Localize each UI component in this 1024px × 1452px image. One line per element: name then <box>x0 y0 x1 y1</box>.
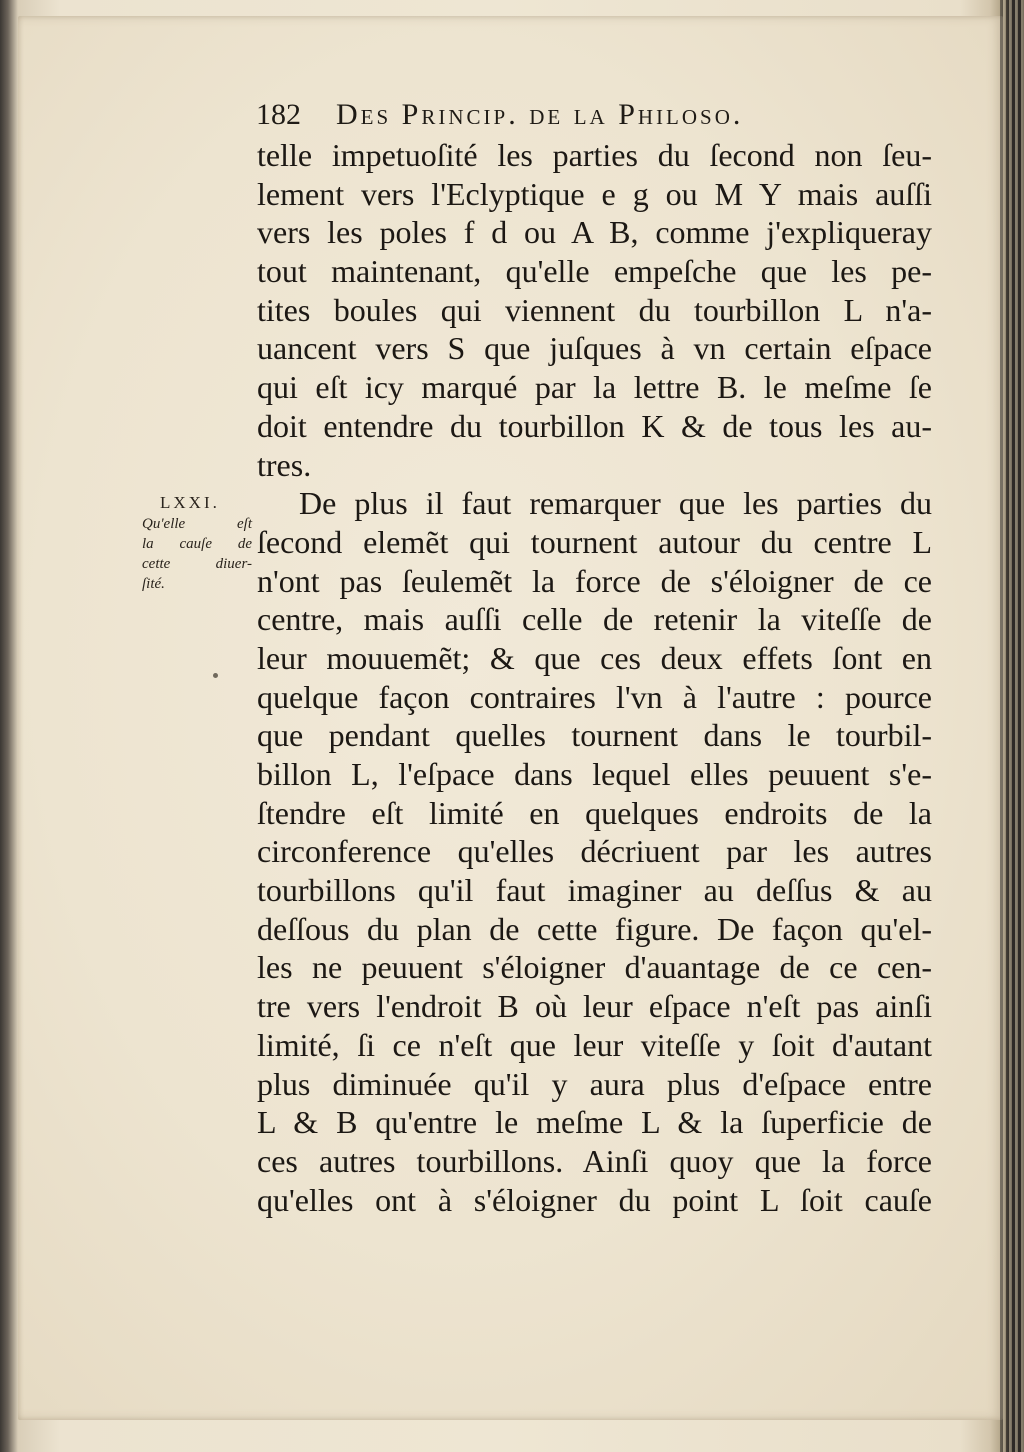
text-line: tout maintenant, qu'elle empeſche que les pe- <box>257 253 932 290</box>
text-line: qu'elles ont à s'éloigner du point L ſoit cauſe <box>257 1181 932 1218</box>
text-line: telle impetuoſité les parties du ſecond non ſeu- <box>257 137 932 173</box>
text-line: centre, mais auſſi celle de retenir la viteſſe de <box>257 601 932 638</box>
text-line: ces autres tourbillons. Ainſi quoy que la force <box>257 1142 932 1179</box>
ink-speck <box>213 673 218 678</box>
text-line: qui eſt icy marqué par la lettre B. le meſme ſe <box>257 369 932 406</box>
text-line: uancent vers S que juſques à vn certain eſpace <box>257 330 932 367</box>
text-line: leur mouuemẽt; & que ces deux effets ſont en <box>257 639 932 676</box>
margin-note-line: Qu'elle eſt <box>142 516 252 532</box>
text-line: que pendant quelles tournent dans le tourbil- <box>257 717 932 754</box>
text-line: deſſous du plan de cette figure. De façon qu'el- <box>257 910 932 947</box>
running-header <box>256 98 896 138</box>
text-line: vers les poles f d ou A B, comme j'expliqueray <box>257 214 932 251</box>
text-line: tourbillons qu'il faut imaginer au deſſus & au <box>257 872 932 909</box>
page-edges-stack <box>1000 0 1024 1452</box>
running-title: Des Princip. de la Philoso. <box>336 98 744 131</box>
margin-article-number: LXXI. <box>160 493 220 512</box>
text-line: quelque façon contraires l'vn à l'autre : pource <box>257 678 932 715</box>
margin-note-line: la cauſe de <box>142 536 252 552</box>
text-line: De plus il faut remarquer que les parties du <box>299 485 932 522</box>
text-line: ſtendre eſt limité en quelques endroits de la <box>257 794 932 831</box>
text-line: plus diminuée qu'il y aura plus d'eſpace entre <box>257 1065 932 1102</box>
text-line: tites boules qui viennent du tourbillon L n'a- <box>257 291 932 328</box>
page-number: 182 <box>256 98 301 131</box>
text-line: les ne peuuent s'éloigner d'auantage de ce cen- <box>257 949 932 986</box>
margin-note <box>142 492 252 594</box>
text-line: circonference qu'elles décriuent par les autres <box>257 833 932 870</box>
text-line: ſecond elemẽt qui tournent autour du centre L <box>257 523 932 560</box>
body-text <box>257 136 932 1219</box>
text-line: tres. <box>257 446 312 483</box>
paragraph-1 <box>257 136 932 484</box>
text-line: tre vers l'endroit B où leur eſpace n'eſt pas ainſi <box>257 988 932 1025</box>
margin-note-line: ſité. <box>142 576 165 592</box>
text-line: n'ont pas ſeulemẽt la force de s'éloigner de ce <box>257 562 932 599</box>
text-line: limité, ſi ce n'eſt que leur viteſſe y ſoit d'autant <box>257 1026 932 1063</box>
text-line: billon L, l'eſpace dans lequel elles peuuent s'e- <box>257 756 932 792</box>
paragraph-2 <box>257 484 932 1219</box>
text-line: L & B qu'entre le meſme L & la ſuperficie de <box>257 1104 932 1141</box>
margin-note-line: cette diuer- <box>142 556 252 572</box>
text-line: lement vers l'Eclyptique e g ou M Y mais auſſi <box>257 175 932 212</box>
text-line: doit entendre du tourbillon K & de tous les au- <box>257 407 932 444</box>
